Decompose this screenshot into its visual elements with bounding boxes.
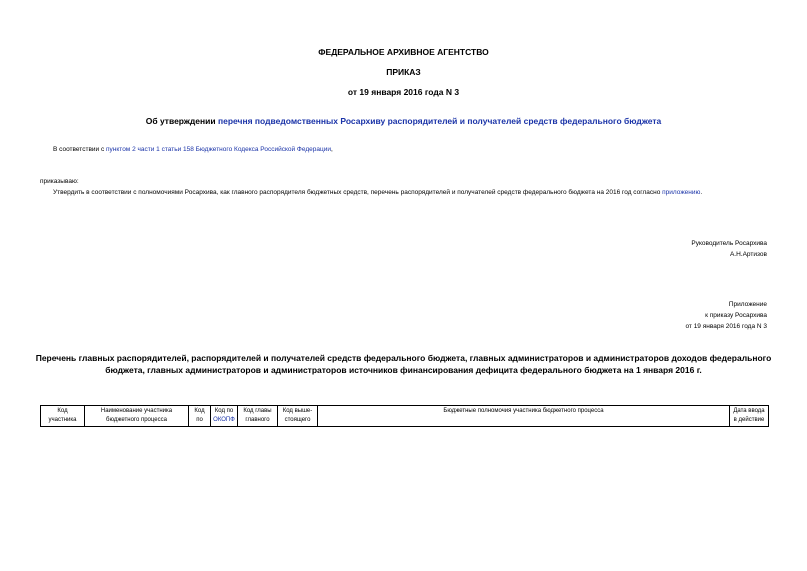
list-title: Перечень главных распорядителей, распорядителей и получателей средств федерального бюджета, главных администраторов и администраторов доходов федерального бюджета, главных администраторов и администраторов источников финансирования дефицита федерального бюджета на 1 января 2016 г. — [35, 353, 772, 375]
approve-paragraph — [40, 188, 767, 198]
basis-paragraph — [53, 146, 333, 153]
orders-word: приказываю: — [40, 178, 79, 185]
col-code-po: Код по — [189, 406, 211, 427]
appendix-date: от 19 января 2016 года N 3 — [685, 323, 767, 330]
document-date: от 19 января 2016 года N 3 — [347, 87, 460, 97]
basis-link[interactable]: пунктом 2 части 1 статьи 158 Бюджетного Кодекса Российской Федерации — [106, 146, 331, 153]
basis-prefix: В соответствии с — [53, 146, 107, 153]
col-participant-code: Код участника — [41, 406, 85, 427]
approve-text: Утвердить в соответствии с полномочиями Росархива, как главного распорядителя бюджетных средств, перечень распорядителей и получателей средств федерального бюджета на 2016 год согласно — [53, 189, 663, 196]
appendix-link[interactable]: приложению — [662, 189, 701, 196]
signature-name: А.Н.Артизов — [729, 251, 767, 258]
col-budget-powers: Бюджетные полномочия участника бюджетного процесса — [318, 406, 730, 427]
document-type: ПРИКАЗ — [386, 67, 421, 77]
basis-suffix: , — [330, 146, 333, 153]
agency-name: ФЕДЕРАЛЬНОЕ АРХИВНОЕ АГЕНТСТВО — [318, 47, 489, 57]
col-superior-code: Код выше- стоящего — [278, 406, 318, 427]
approve-end: . — [700, 189, 703, 196]
appendix-ref: к приказу Росархива — [705, 312, 767, 319]
col-okopf: Код по ОКОПФ — [211, 406, 238, 427]
title-prefix: Об утверждении — [145, 116, 218, 126]
table-header-row — [41, 406, 769, 427]
col-effective-date: Дата ввода в действие — [730, 406, 769, 427]
col-participant-name: Наименование участника бюджетного процесса — [85, 406, 189, 427]
title-link[interactable]: перечня подведомственных Росархиву распорядителей и получателей средств федерального бюджета — [217, 116, 662, 126]
okopf-link[interactable]: ОКОПФ — [213, 417, 235, 423]
col-chapter-code: Код главы главного — [238, 406, 278, 427]
signature-position: Руководитель Росархива — [691, 240, 767, 247]
appendix-label: Приложение — [728, 301, 767, 308]
participants-table — [40, 405, 769, 427]
document-title — [0, 116, 807, 126]
